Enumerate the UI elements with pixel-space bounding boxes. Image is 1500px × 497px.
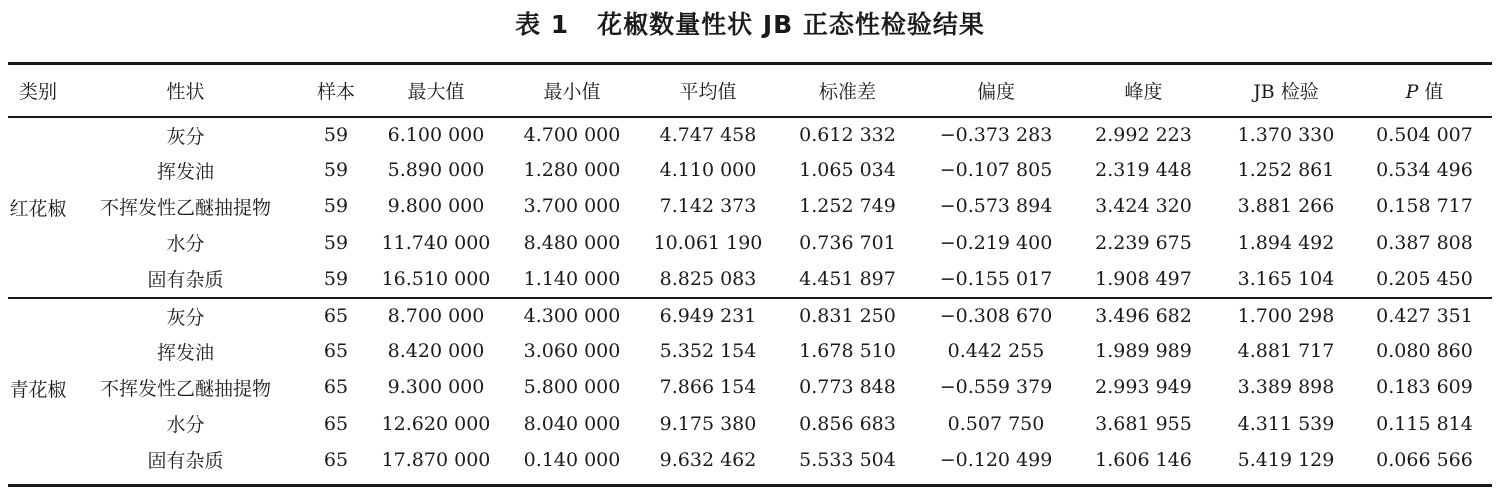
cell-std-dev: 0.612 332 <box>799 124 896 147</box>
header-row <box>8 65 1492 116</box>
cell-p-value: 0.387 808 <box>1376 231 1473 254</box>
cell-sample-size: 59 <box>323 267 349 290</box>
cell-p-value: 0.427 351 <box>1376 305 1473 328</box>
cell-trait: 不挥发性乙醚抽提物 <box>99 196 271 219</box>
cell-sample-size: 59 <box>323 124 349 147</box>
cell-trait: 水分 <box>166 233 205 256</box>
cell-trait: 挥发油 <box>156 160 214 183</box>
cell-kurtosis: 2.992 223 <box>1095 124 1192 147</box>
normality-test-table <box>8 65 1492 478</box>
cell-p-value: 0.115 814 <box>1376 412 1473 435</box>
cell-mean: 4.110 000 <box>659 159 757 182</box>
cell-sample-size: 59 <box>323 231 349 254</box>
cell-trait: 不挥发性乙醚抽提物 <box>99 377 271 400</box>
cell-skewness: −0.219 400 <box>939 231 1053 254</box>
cell-kurtosis: 3.424 320 <box>1095 195 1192 218</box>
cell-skewness: −0.155 017 <box>939 267 1053 290</box>
header-sample-size: 样本 <box>316 81 355 103</box>
p-letter: P <box>1405 81 1419 103</box>
cell-mean: 10.061 190 <box>653 231 763 254</box>
cell-trait: 固有杂质 <box>147 269 224 292</box>
cell-min: 0.140 000 <box>523 448 621 471</box>
cell-kurtosis: 2.993 949 <box>1095 376 1192 399</box>
cell-std-dev: 0.736 701 <box>799 231 896 254</box>
cell-sample-size: 59 <box>323 195 349 218</box>
cell-jb-test: 5.419 129 <box>1237 448 1335 471</box>
cell-p-value: 0.183 609 <box>1376 376 1473 399</box>
cell-sample-size: 65 <box>323 376 349 399</box>
cell-min: 4.700 000 <box>523 124 621 147</box>
bottom-rule <box>8 484 1492 487</box>
cell-trait: 水分 <box>166 414 205 437</box>
header-max: 最大值 <box>407 81 465 103</box>
cell-category: 红花椒 <box>9 197 67 220</box>
cell-mean: 4.747 458 <box>659 124 757 147</box>
table-caption <box>0 8 1500 42</box>
cell-jb-test: 4.881 717 <box>1237 340 1335 363</box>
cell-sample-size: 65 <box>323 305 349 328</box>
table-row <box>8 116 1492 152</box>
cell-std-dev: 1.252 749 <box>799 195 896 218</box>
header-skewness: 偏度 <box>976 81 1015 103</box>
header-min: 最小值 <box>543 81 601 103</box>
cell-p-value: 0.066 566 <box>1376 448 1473 471</box>
cell-mean: 9.632 462 <box>659 448 757 471</box>
cell-max: 5.890 000 <box>387 159 485 182</box>
cell-kurtosis: 2.319 448 <box>1095 159 1192 182</box>
table-row <box>8 442 1492 478</box>
header-category: 类别 <box>18 81 57 103</box>
cell-skewness: −0.308 670 <box>939 305 1053 328</box>
cell-skewness: −0.373 283 <box>939 124 1053 147</box>
cell-std-dev: 4.451 897 <box>799 267 896 290</box>
header-trait: 性状 <box>166 81 205 103</box>
table-body <box>8 116 1492 478</box>
cell-category: 青花椒 <box>9 378 67 401</box>
table-row <box>8 261 1492 297</box>
cell-mean: 7.866 154 <box>659 376 757 399</box>
cell-std-dev: 0.856 683 <box>799 412 896 435</box>
cell-max: 16.510 000 <box>381 267 491 290</box>
cell-kurtosis: 1.908 497 <box>1095 267 1192 290</box>
cell-max: 17.870 000 <box>381 448 491 471</box>
cell-std-dev: 0.773 848 <box>799 376 896 399</box>
table-title: 花椒数量性状 JB 正态性检验结果 <box>597 10 985 39</box>
cell-p-value: 0.080 860 <box>1376 340 1473 363</box>
cell-mean: 8.825 083 <box>659 267 757 290</box>
cell-min: 8.040 000 <box>523 412 621 435</box>
cell-jb-test: 1.894 492 <box>1237 231 1335 254</box>
cell-skewness: 0.442 255 <box>947 340 1045 363</box>
cell-jb-test: 1.252 861 <box>1237 159 1335 182</box>
cell-mean: 5.352 154 <box>659 340 757 363</box>
cell-std-dev: 1.678 510 <box>799 340 896 363</box>
cell-min: 5.800 000 <box>523 376 621 399</box>
cell-max: 8.700 000 <box>387 305 485 328</box>
cell-skewness: 0.507 750 <box>947 412 1045 435</box>
cell-jb-test: 1.700 298 <box>1237 305 1335 328</box>
cell-p-value: 0.534 496 <box>1376 159 1473 182</box>
cell-skewness: −0.559 379 <box>939 376 1053 399</box>
cell-jb-test: 3.881 266 <box>1237 195 1335 218</box>
cell-std-dev: 1.065 034 <box>799 159 896 182</box>
cell-sample-size: 65 <box>323 340 349 363</box>
cell-trait: 挥发油 <box>156 341 214 364</box>
cell-std-dev: 0.831 250 <box>799 305 896 328</box>
cell-trait: 固有杂质 <box>147 450 224 473</box>
cell-jb-test: 3.389 898 <box>1237 376 1335 399</box>
cell-max: 9.800 000 <box>387 195 485 218</box>
cell-min: 8.480 000 <box>523 231 621 254</box>
cell-min: 1.140 000 <box>523 267 621 290</box>
cell-max: 8.420 000 <box>387 340 485 363</box>
cell-skewness: −0.573 894 <box>939 195 1053 218</box>
table-row <box>8 225 1492 261</box>
table-row <box>8 297 1492 333</box>
cell-max: 12.620 000 <box>381 412 491 435</box>
cell-p-value: 0.504 007 <box>1376 124 1473 147</box>
cell-trait: 灰分 <box>166 306 205 329</box>
header-std-dev: 标准差 <box>818 81 876 103</box>
cell-min: 3.700 000 <box>523 195 621 218</box>
cell-min: 4.300 000 <box>523 305 621 328</box>
cell-kurtosis: 1.606 146 <box>1095 448 1192 471</box>
table-number: 表 1 <box>515 10 570 39</box>
cell-jb-test: 3.165 104 <box>1237 267 1335 290</box>
cell-kurtosis: 2.239 675 <box>1095 231 1192 254</box>
cell-max: 9.300 000 <box>387 376 485 399</box>
cell-kurtosis: 1.989 989 <box>1095 340 1192 363</box>
cell-p-value: 0.205 450 <box>1376 267 1473 290</box>
header-mean: 平均值 <box>679 81 737 103</box>
cell-min: 3.060 000 <box>523 340 621 363</box>
cell-mean: 9.175 380 <box>659 412 757 435</box>
cell-trait: 灰分 <box>166 125 205 148</box>
cell-sample-size: 65 <box>323 448 349 471</box>
cell-sample-size: 65 <box>323 412 349 435</box>
table-row <box>8 333 1492 369</box>
cell-jb-test: 4.311 539 <box>1237 412 1335 435</box>
cell-kurtosis: 3.496 682 <box>1095 305 1192 328</box>
header-jb-test: JB 检验 <box>1253 81 1319 103</box>
cell-mean: 6.949 231 <box>659 305 757 328</box>
cell-sample-size: 59 <box>323 159 349 182</box>
header-kurtosis: 峰度 <box>1124 81 1163 103</box>
cell-skewness: −0.107 805 <box>939 159 1053 182</box>
cell-std-dev: 5.533 504 <box>799 448 896 471</box>
table-row <box>8 369 1492 405</box>
table-row <box>8 152 1492 188</box>
cell-max: 6.100 000 <box>387 124 485 147</box>
table-row <box>8 188 1492 224</box>
cell-kurtosis: 3.681 955 <box>1095 412 1192 435</box>
cell-jb-test: 1.370 330 <box>1237 124 1335 147</box>
header-p-value <box>1357 65 1492 116</box>
cell-min: 1.280 000 <box>523 159 621 182</box>
cell-max: 11.740 000 <box>381 231 491 254</box>
p-suffix: 值 <box>1418 81 1444 103</box>
cell-skewness: −0.120 499 <box>939 448 1053 471</box>
cell-p-value: 0.158 717 <box>1376 195 1473 218</box>
cell-mean: 7.142 373 <box>659 195 757 218</box>
table-row <box>8 406 1492 442</box>
